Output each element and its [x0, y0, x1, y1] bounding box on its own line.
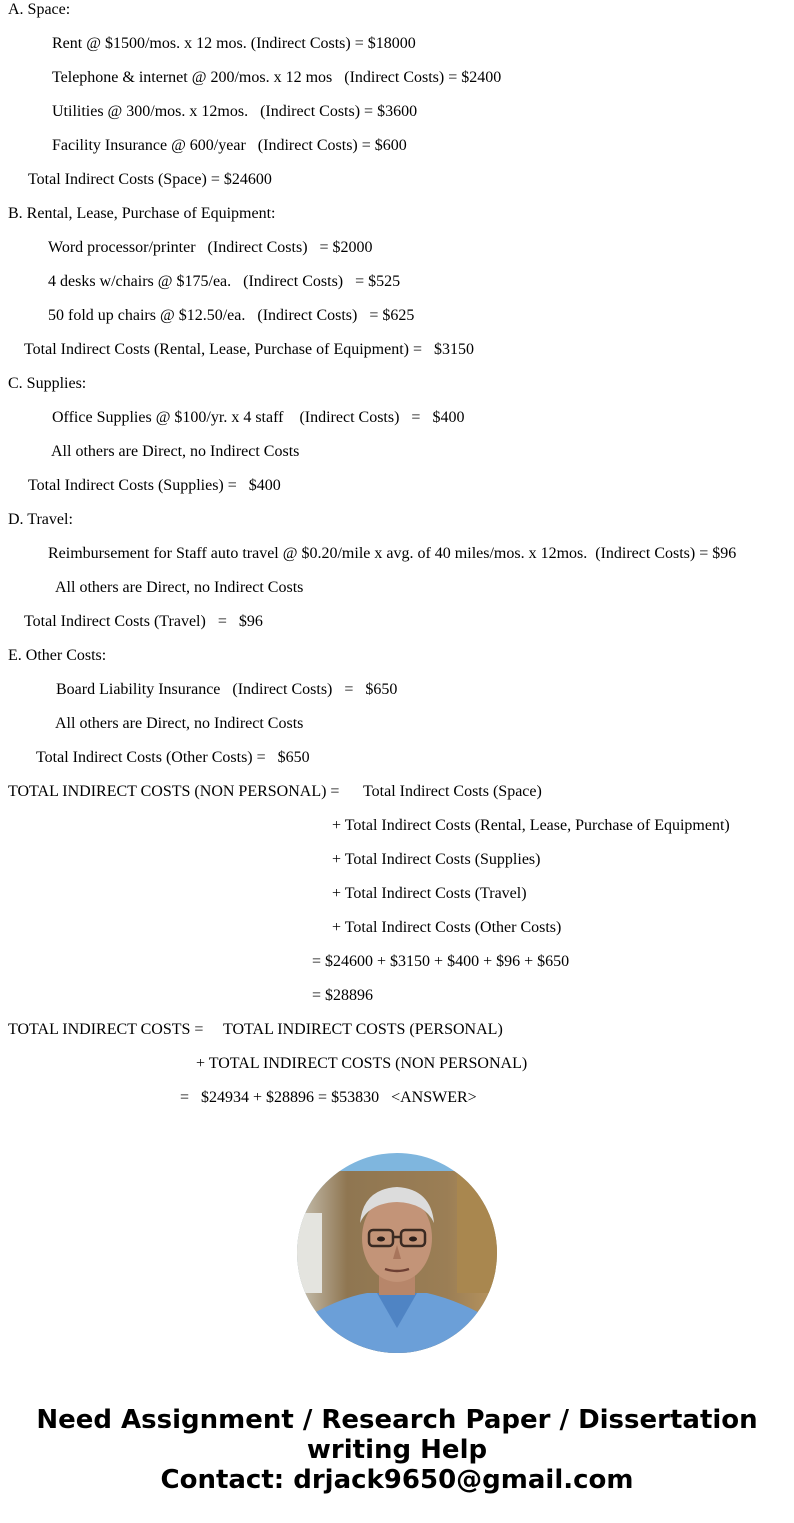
nonpersonal-term: + Total Indirect Costs (Supplies): [332, 851, 541, 868]
nonpersonal-sum: = $24600 + $3150 + $400 + $96 + $650: [312, 953, 570, 970]
nonpersonal-term: + Total Indirect Costs (Travel): [332, 885, 527, 902]
grand-answer: = $24934 + $28896 = $53830 <ANSWER>: [180, 1089, 477, 1106]
nonpersonal-term: + Total Indirect Costs (Rental, Lease, Purchase of Equipment): [332, 817, 730, 834]
grand-second-term: + TOTAL INDIRECT COSTS (NON PERSONAL): [196, 1055, 528, 1072]
supplies-item-others: All others are Direct, no Indirect Costs: [51, 443, 300, 460]
supplies-item-office: Office Supplies @ $100/yr. x 4 staff (Indirect Costs) = $400: [52, 409, 465, 426]
space-item-telephone: Telephone & internet @ 200/mos. x 12 mos (Indirect Costs) = $2400: [52, 69, 502, 86]
nonpersonal-result: = $28896: [312, 987, 374, 1004]
footer-line-1: Need Assignment / Research Paper / Dissertation: [36, 1405, 758, 1435]
equipment-total: Total Indirect Costs (Rental, Lease, Purchase of Equipment) = $3150: [24, 341, 475, 358]
travel-total: Total Indirect Costs (Travel) = $96: [24, 613, 263, 630]
footer-contact: Contact: drjack9650@gmail.com: [160, 1465, 634, 1495]
equipment-item-chairs: 50 fold up chairs @ $12.50/ea. (Indirect Costs) = $625: [48, 307, 415, 324]
nonpersonal-label: TOTAL INDIRECT COSTS (NON PERSONAL) =: [8, 783, 340, 800]
equipment-item-printer: Word processor/printer (Indirect Costs) = $2000: [48, 239, 373, 256]
space-item-utilities: Utilities @ 300/mos. x 12mos. (Indirect Costs) = $3600: [52, 103, 418, 120]
travel-item-others: All others are Direct, no Indirect Costs: [55, 579, 304, 596]
section-space-heading: A. Space:: [8, 1, 71, 18]
section-travel-heading: D. Travel:: [8, 511, 73, 528]
grand-label: TOTAL INDIRECT COSTS =: [8, 1021, 204, 1038]
section-supplies-heading: C. Supplies:: [8, 375, 87, 392]
avatar: [297, 1153, 497, 1353]
equipment-item-desks: 4 desks w/chairs @ $175/ea. (Indirect Costs) = $525: [48, 273, 401, 290]
nonpersonal-first-term: Total Indirect Costs (Space): [363, 783, 542, 800]
other-item-insurance: Board Liability Insurance (Indirect Costs) = $650: [56, 681, 398, 698]
footer-line-2: writing Help: [306, 1435, 488, 1465]
space-total: Total Indirect Costs (Space) = $24600: [28, 171, 272, 188]
section-equipment-heading: B. Rental, Lease, Purchase of Equipment:: [8, 205, 276, 222]
other-total: Total Indirect Costs (Other Costs) = $650: [36, 749, 310, 766]
nonpersonal-term: + Total Indirect Costs (Other Costs): [332, 919, 562, 936]
portrait-photo-icon: [297, 1153, 497, 1353]
travel-item-reimbursement: Reimbursement for Staff auto travel @ $0.20/mile x avg. of 40 miles/mos. x 12mos. (Indirect Costs) = $96: [48, 545, 737, 562]
supplies-total: Total Indirect Costs (Supplies) = $400: [28, 477, 281, 494]
section-other-heading: E. Other Costs:: [8, 647, 107, 664]
grand-first-term: TOTAL INDIRECT COSTS (PERSONAL): [223, 1021, 503, 1038]
space-item-rent: Rent @ $1500/mos. x 12 mos. (Indirect Costs) = $18000: [52, 35, 416, 52]
other-item-others: All others are Direct, no Indirect Costs: [55, 715, 304, 732]
space-item-insurance: Facility Insurance @ 600/year (Indirect Costs) = $600: [52, 137, 407, 154]
